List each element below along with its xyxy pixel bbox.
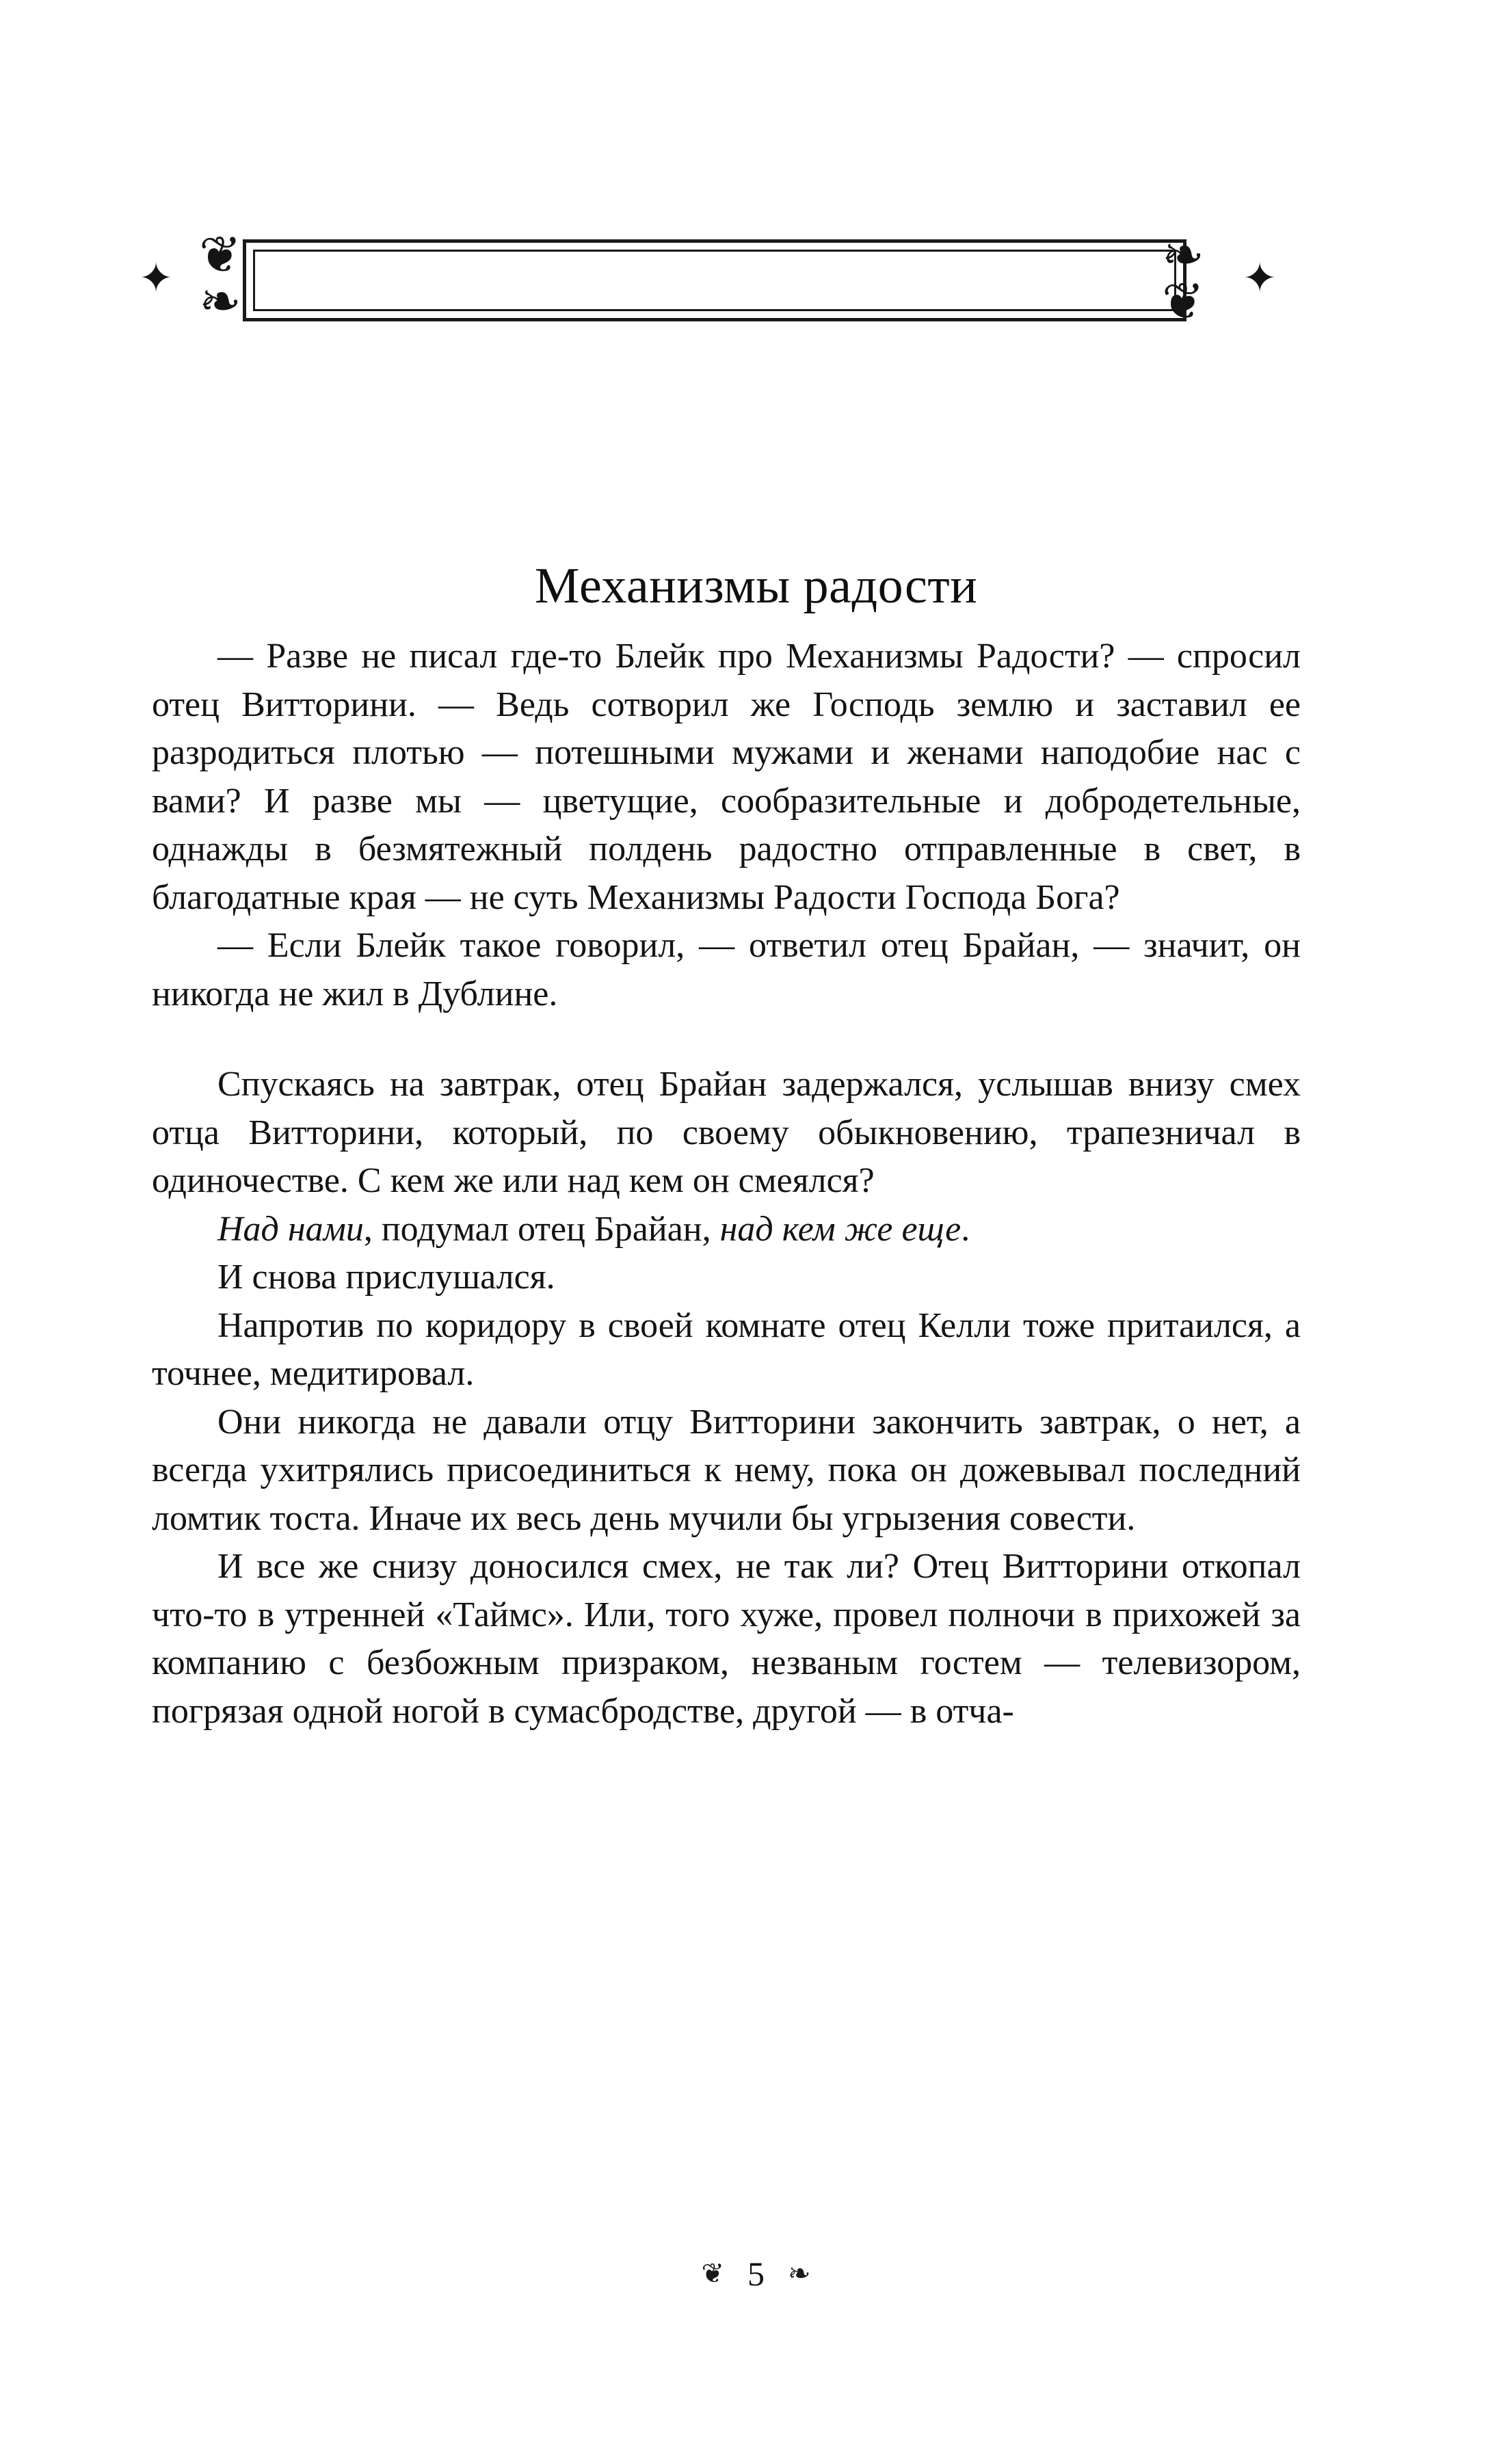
page-title: Механизмы радости — [534, 557, 978, 614]
paragraph: — Разве не писал где-то Блейк про Механизмы Радости? — спросил отец Витторини. — Ведь сотворил же Господь землю и заставил ее разродиться плотью — потешными мужами и женами наподобие нас с вами? И разве мы — цветущие, сообразительные и добродетельные, однажды в безмятежный полдень радостно отправленные в свет, в благодатные края — не суть Механизмы Радости Господа Бога? — [152, 637, 1301, 917]
diamond-ornament-left-icon: ✦ — [139, 254, 174, 302]
paragraph-fragment-italic: Над нами — [217, 1209, 364, 1249]
scroll-ornament-top-left-icon: ❦ — [199, 226, 242, 284]
diamond-ornament-right-icon: ✦ — [1243, 254, 1277, 302]
header-frame-inner — [253, 250, 1176, 311]
florette-right-icon: ❧ — [788, 2258, 811, 2290]
page-number: 5 — [747, 2255, 765, 2293]
paragraph: Они никогда не давали отцу Витторини закончить завтрак, о нет, а всегда ухитрялись присоединиться к нему, пока он дожевывал последний ломтик тоста. Иначе их весь день мучили бы угрызения совести. — [152, 1402, 1301, 1538]
page-footer — [0, 2257, 1512, 2291]
paragraph-spacer — [152, 1018, 1301, 1061]
scroll-ornament-top-right-icon: ❧ — [1162, 226, 1205, 284]
paragraph: Напротив по коридору в своей комнате отец Келли тоже притаился, а точнее, медитировал. — [152, 1305, 1301, 1393]
florette-left-icon: ❦ — [701, 2258, 724, 2290]
body-text — [152, 633, 1301, 1736]
header-ornament-frame — [133, 226, 1296, 335]
paragraph: Спускаясь на завтрак, отец Брайан задержался, услышав внизу смех отца Витторини, который, по своему обыкновению, трапезничал в одиночестве. С кем же или над кем он смеялся? — [152, 1065, 1301, 1200]
paragraph-mixed-style — [152, 1206, 1301, 1254]
paragraph: И снова прислушался. — [217, 1258, 555, 1297]
paragraph-fragment: , подумал отец Брайан, — [363, 1209, 720, 1249]
paragraph-fragment: . — [961, 1209, 970, 1249]
paragraph: И все же снизу доносился смех, не так ли? Отец Витторини откопал что-то в утренней «Таймс». Или, того хуже, провел полночи в прихожей за компанию с безбожным призраком, незваным гостем — телевизором, погрязая одной ногой в сумасбродстве, другой — в отча- — [152, 1547, 1301, 1731]
scroll-ornament-bottom-right-icon: ❦ — [1162, 272, 1205, 331]
paragraph: — Если Блейк такое говорил, — ответил отец Брайан, — значит, он никогда не жил в Дублине. — [152, 926, 1301, 1013]
scroll-ornament-bottom-left-icon: ❧ — [199, 272, 242, 331]
paragraph-fragment-italic: над кем же еще — [719, 1209, 961, 1249]
